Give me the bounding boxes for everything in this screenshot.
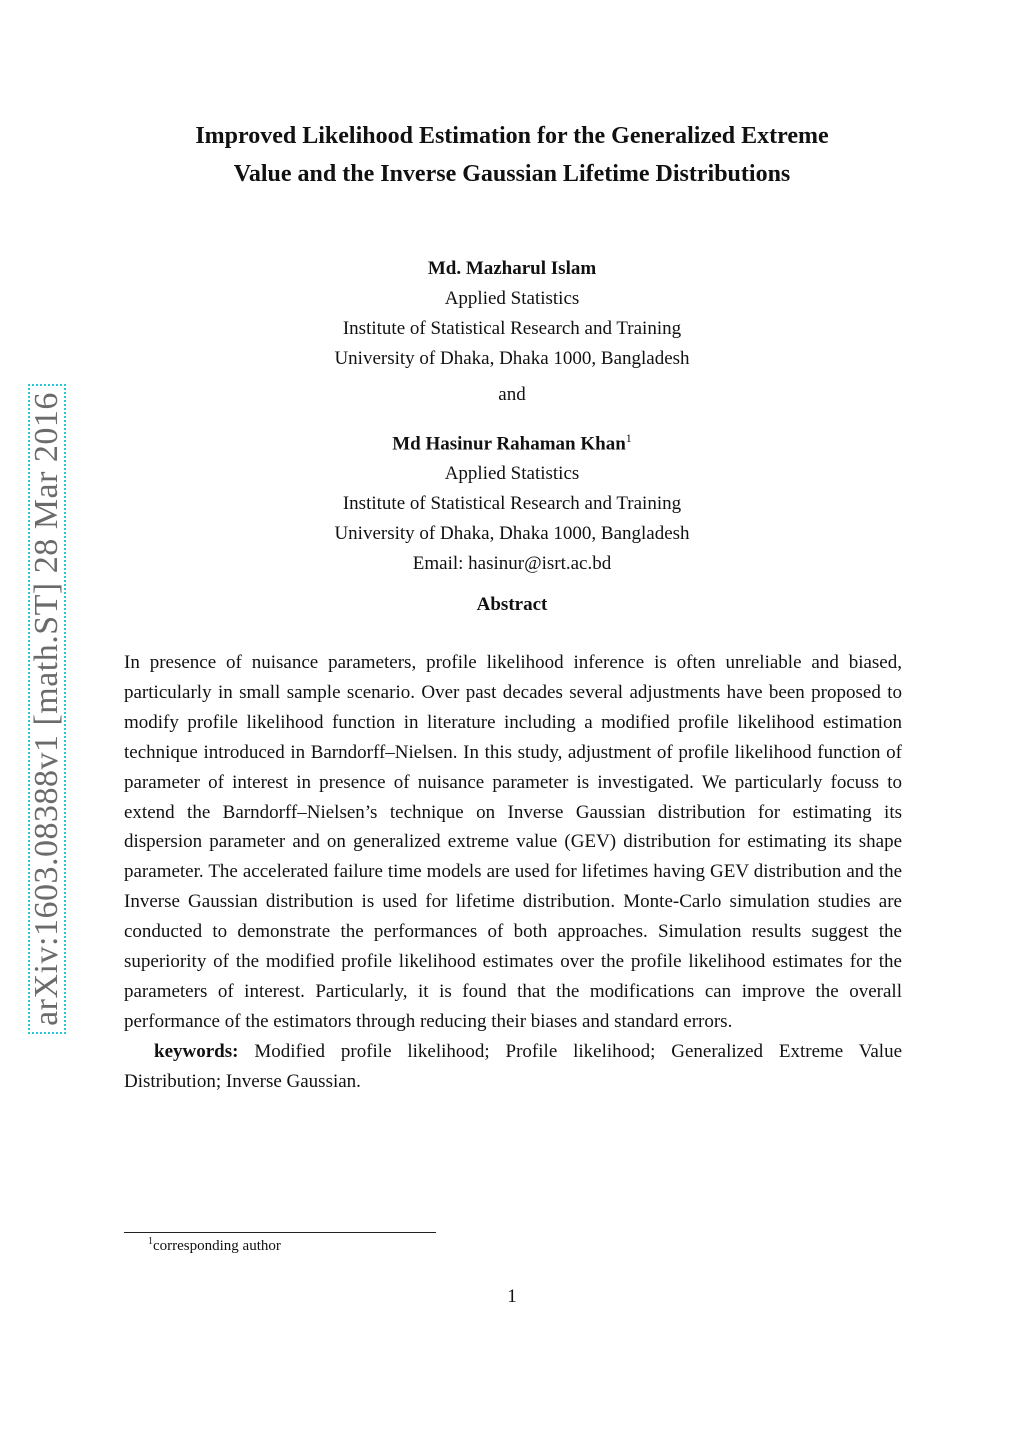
title-line-2: Value and the Inverse Gaussian Lifetime Distributions bbox=[233, 161, 791, 187]
paper-title bbox=[120, 117, 904, 193]
footnote-text: corresponding author bbox=[153, 1238, 281, 1254]
author-2-name: Md Hasinur Rahaman Khan bbox=[392, 433, 626, 455]
keywords-label: keywords: bbox=[154, 1040, 239, 1062]
title-line-1: Improved Likelihood Estimation for the Generalized Extreme bbox=[195, 123, 829, 149]
author-2-dept: Applied Statistics bbox=[444, 463, 580, 485]
footnote bbox=[148, 1236, 281, 1255]
keywords-paragraph bbox=[124, 1037, 902, 1097]
author-separator: and bbox=[498, 384, 526, 405]
author-1-institute: Institute of Statistical Research and Training bbox=[342, 318, 682, 339]
arxiv-identifier: arXiv:1603.08388v1 [math.ST] 28 Mar 2016 bbox=[28, 392, 65, 1026]
abstract-heading: Abstract bbox=[476, 594, 548, 615]
author-block-1 bbox=[200, 254, 824, 374]
keywords-text: Modified profile likelihood; Profile likelihood; Generalized Extreme Value Distribution; Inverse Gaussian. bbox=[124, 1040, 903, 1092]
author-2-footnote-mark: 1 bbox=[625, 431, 632, 445]
author-2-address: University of Dhaka, Dhaka 1000, Bangladesh bbox=[334, 523, 690, 545]
author-1-address: University of Dhaka, Dhaka 1000, Bangladesh bbox=[334, 348, 690, 369]
footnote-mark: 1 bbox=[148, 1236, 153, 1247]
footnote-divider bbox=[124, 1232, 436, 1233]
abstract-text: In presence of nuisance parameters, profile likelihood inference is often unreliable and biased, particularly in small sample scenario. Over past decades several adjustments have been proposed to modify profile likelihood function in literature including a modified profile likelihood estimation technique introduced in Barndorff–Nielsen. In this study, adjustment of profile likelihood function of parameter of interest in presence of nuisance parameter is investigated. We particularly focuss to extend the Barndorff–Nielsen’s technique on Inverse Gaussian distribution for estimating its dispersion parameter and on generalized extreme value (GEV) distribution for estimating its shape parameter. The accelerated failure time models are used for lifetimes having GEV distribution and the Inverse Gaussian distribution is used for lifetime distribution. Monte-Carlo simulation studies are conducted to demonstrate the performances of both approaches. Simulation results suggest the superiority of the modified profile likelihood estimates over the profile likelihood estimates for the parameters of interest. Particularly, it is found that the modifications can improve the overall performance of the estimators through reducing their biases and standard errors. bbox=[124, 652, 902, 1032]
author-block-2 bbox=[200, 423, 824, 579]
abstract-body bbox=[124, 648, 902, 1097]
author-2-institute: Institute of Statistical Research and Training bbox=[342, 493, 682, 515]
page-number: 1 bbox=[507, 1286, 517, 1307]
author-2-email: Email: hasinur@isrt.ac.bd bbox=[412, 553, 612, 575]
author-2-name-line bbox=[200, 423, 824, 459]
author-1-dept: Applied Statistics bbox=[444, 288, 580, 309]
author-1-name: Md. Mazharul Islam bbox=[427, 258, 597, 279]
